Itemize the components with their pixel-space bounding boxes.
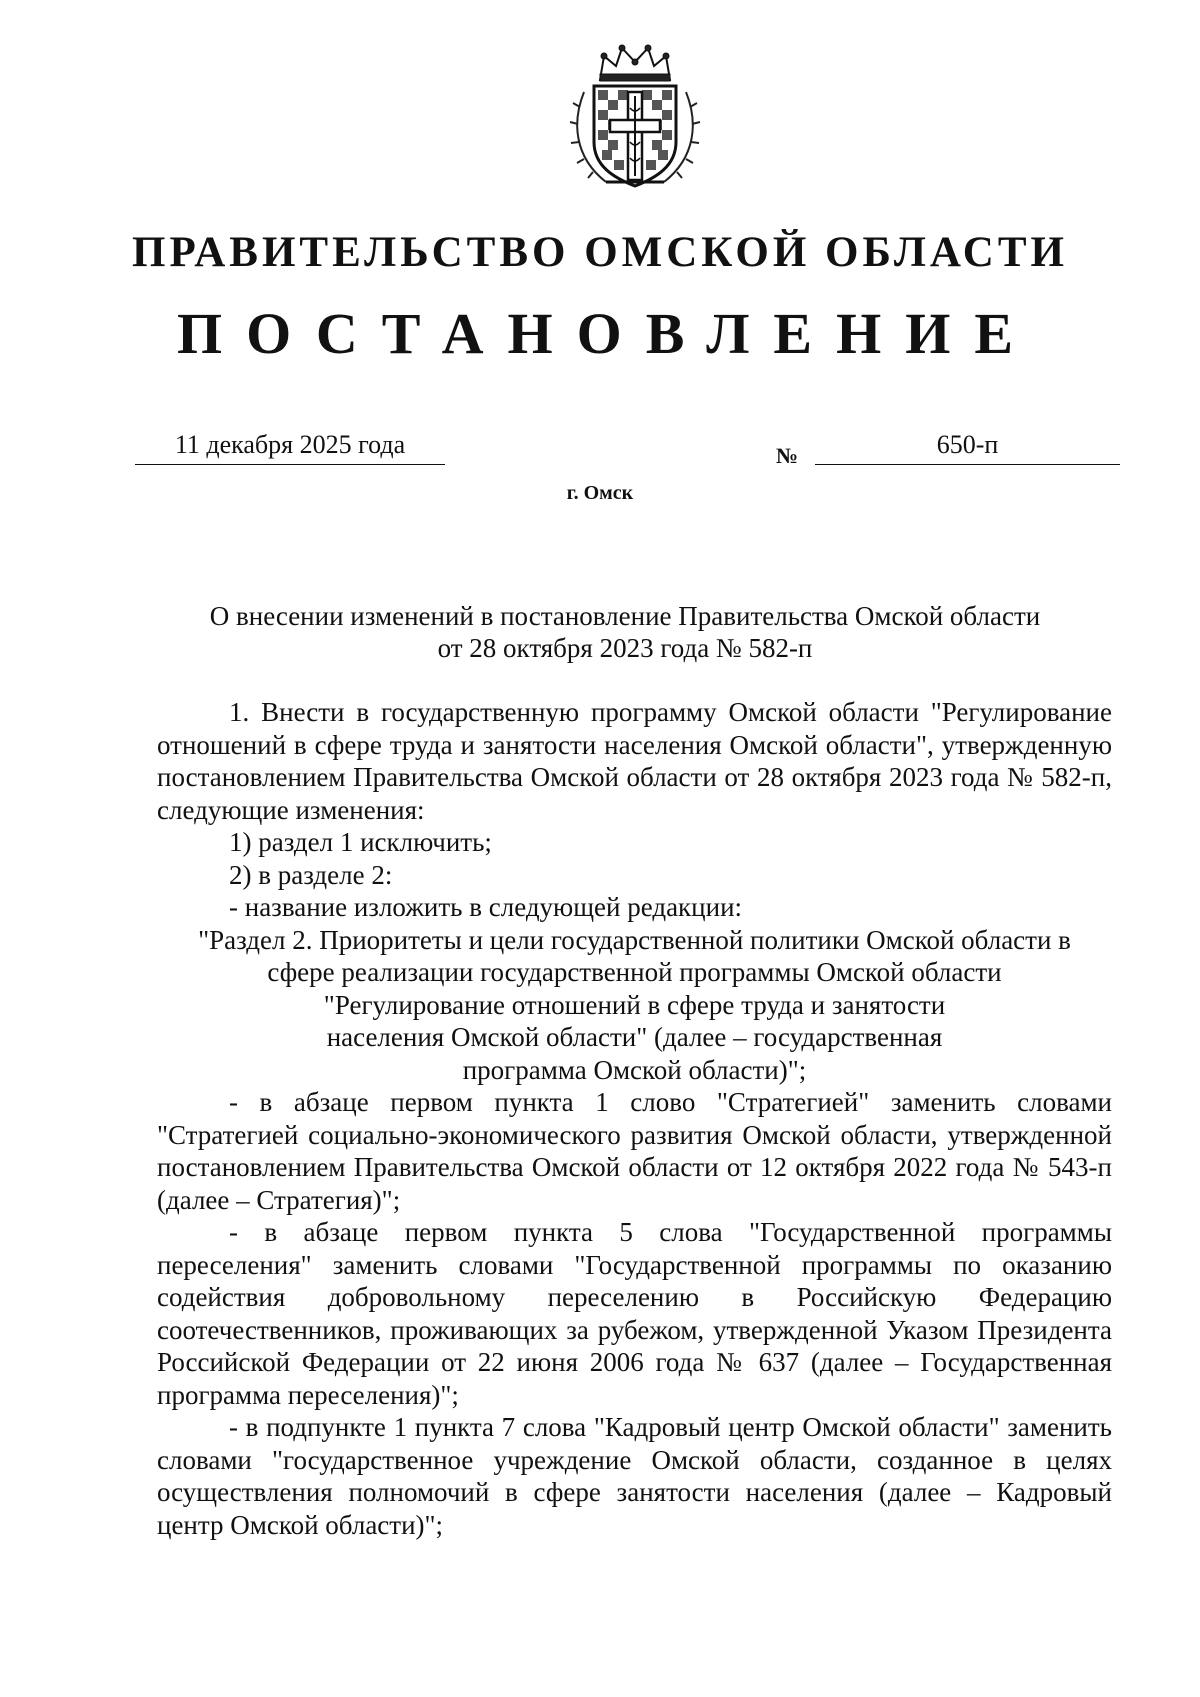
paragraph-7: - в подпункте 1 пункта 7 слова "Кадровый центр Омской области" заменить словами "государственное учреждение Омской области, созданное в целях осуществления полномочий в сфере занятости населения (далее – Кадровый центр Омской области)"; [157, 1412, 1112, 1540]
quote-line-3: "Регулирование отношений в сфере труда и занятости [323, 989, 946, 1020]
city-name: г. Омск [566, 482, 634, 504]
document-subject [160, 600, 1090, 664]
paragraph-5: - в абзаце первом пункта 1 слово "Стратегией" заменить словами "Стратегией социально-экономического развития Омской области, утвержденной постановлением Правительства Омской области от 12 октября 2022 года № 543-п (далее – Стратегия)"; [157, 1087, 1112, 1215]
coat-of-arms-icon [566, 42, 704, 192]
document-type-title: ПОСТАНОВЛЕНИЕ [176, 301, 1038, 366]
organization-title: ПРАВИТЕЛЬСТВО ОМСКОЙ ОБЛАСТИ [132, 229, 1068, 276]
document-date: 11 декабря 2025 года [135, 430, 445, 465]
document-body [157, 696, 1112, 1541]
quote-line-5: программа Омской области)"; [462, 1054, 807, 1085]
paragraph-3: 2) в разделе 2: [229, 859, 393, 890]
paragraph-6: - в абзаце первом пункта 5 слова "Государственной программы переселения" заменить словами "Государственной программы по оказанию содействия добровольному переселению в Российскую Федерацию соотечественников, проживающих за рубежом, утвержденной Указом Президента Российской Федерации от 22 июня 2006 года № 637 (далее – Государственная программа переселения)"; [157, 1217, 1112, 1410]
number-label: № [776, 443, 799, 468]
quote-line-1: "Раздел 2. Приоритеты и цели государственной политики Омской области в [198, 924, 1071, 955]
quote-line-2: сфере реализации государственной программы Омской области [267, 957, 1002, 987]
paragraph-4: - название изложить в следующей редакции: [229, 892, 743, 922]
quote-line-4: населения Омской области" (далее – государственная [326, 1022, 943, 1052]
subject-line-2: от 28 октября 2023 года № 582-п [437, 633, 813, 663]
document-number: 650-п [815, 430, 1120, 465]
quoted-section-title [157, 924, 1112, 1087]
paragraph-2: 1) раздел 1 исключить; [229, 827, 492, 857]
subject-line-1: О внесении изменений в постановление Правительства Омской области [209, 601, 1041, 631]
paragraph-1: 1. Внести в государственную программу Омской области "Регулирование отношений в сфере труда и занятости населения Омской области", утвержденную постановлением Правительства Омской области от 28 октября 2023 года № 582-п, следующие изменения: [157, 697, 1112, 825]
